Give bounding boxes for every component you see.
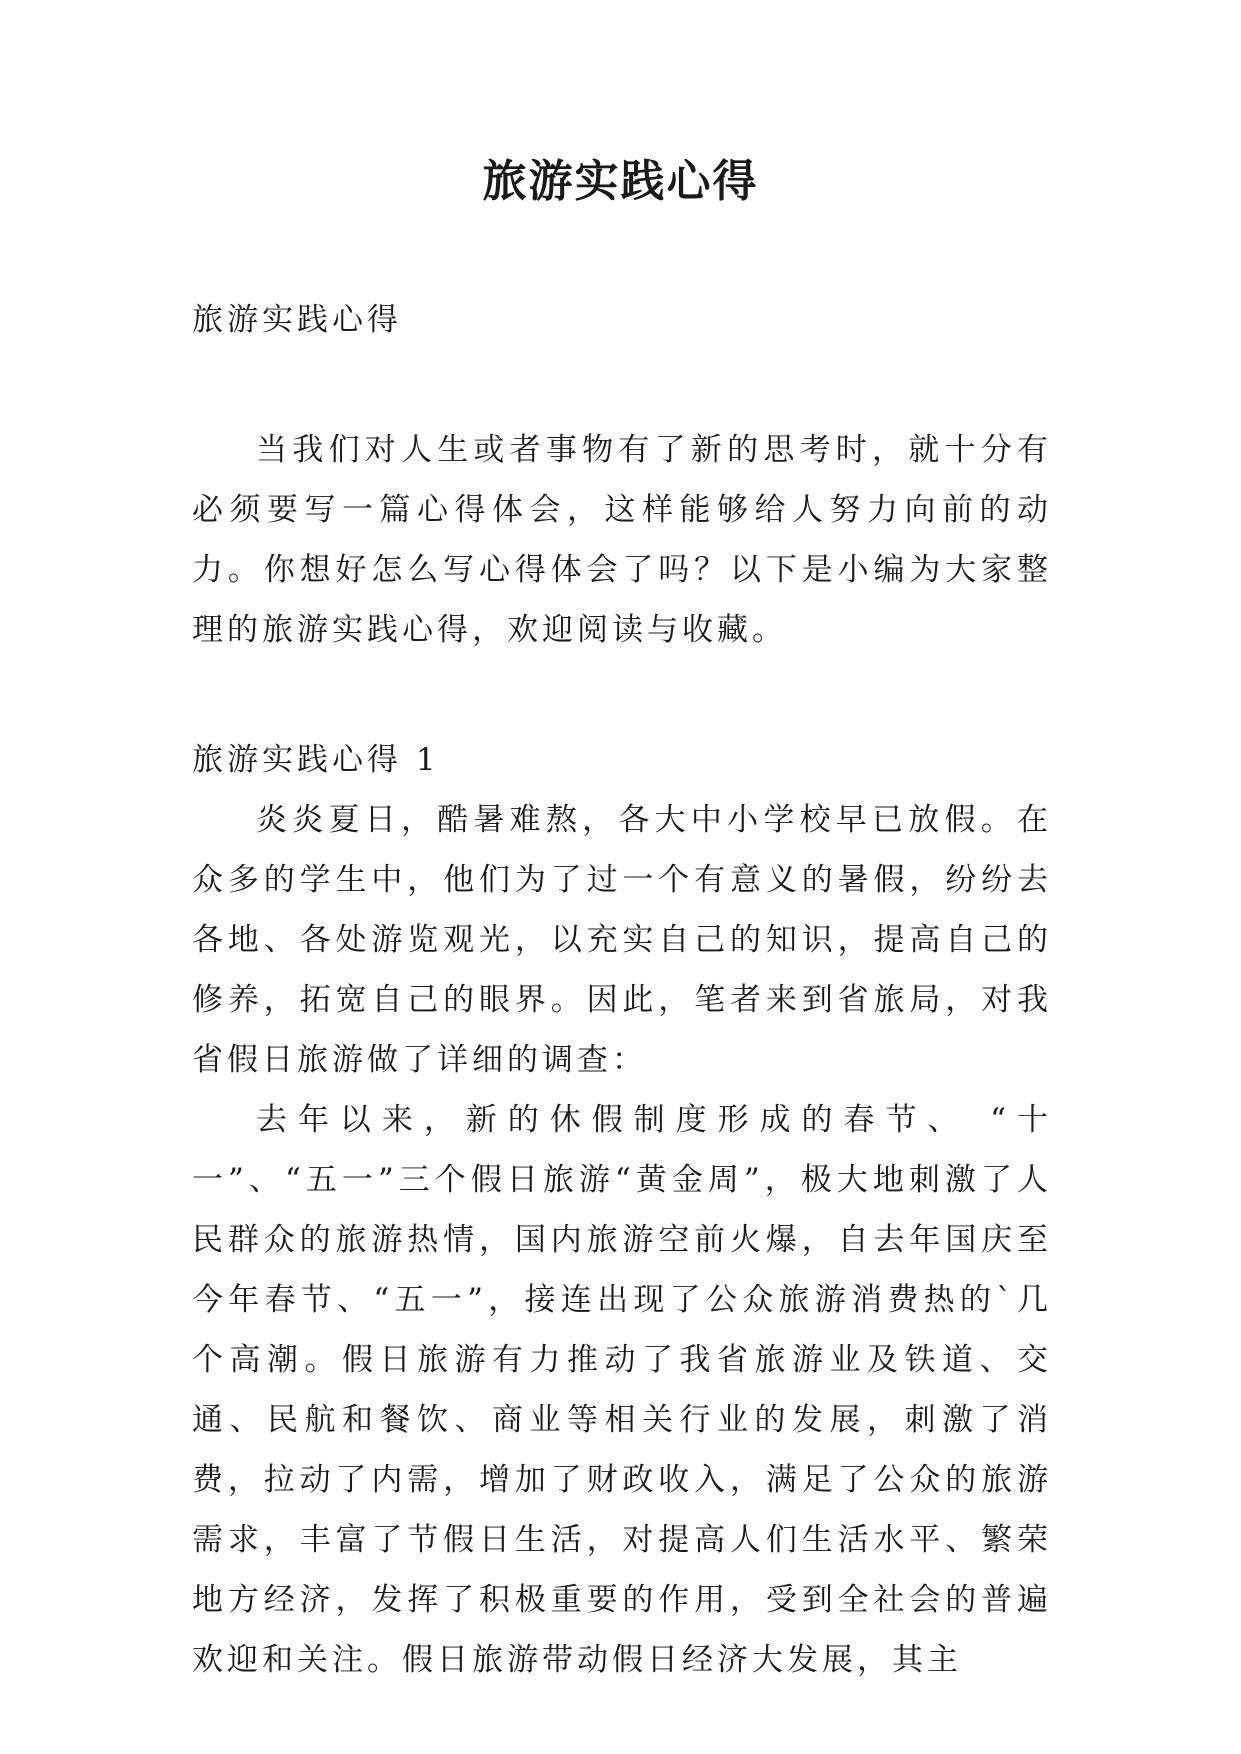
subtitle-line: 旅游实践心得 (192, 302, 402, 338)
document-title: 旅游实践心得 (482, 156, 759, 207)
section-heading: 旅游实践心得 1 (192, 742, 440, 778)
document-body (192, 290, 1052, 1690)
body-paragraph: 去年以来，新的休假制度形成的春节、 “十一”、“五一”三个假日旅游“黄金周”，极大地刺激了人民群众的旅游热情，国内旅游空前火爆，自去年国庆至今年春节、“五一”，接连出现了公众旅游消费热的`几个高潮。假日旅游有力推动了我省旅游业及铁道、交通、民航和餐饮、商业等相关行业的发展，刺激了消费，拉动了内需，增加了财政收入，满足了公众的旅游需求，丰富了节假日生活，对提高人们生活水平、繁荣地方经济，发挥了积极重要的作用，受到全社会的普遍欢迎和关注。假日旅游带动假日经济大发展，其主 (192, 1102, 1052, 1678)
spacer (192, 660, 1052, 730)
body-paragraph: 炎炎夏日，酷暑难熬，各大中小学校早已放假。在众多的学生中，他们为了过一个有意义的暑假，纷纷去各地、各处游览观光，以充实自己的知识，提高自己的修养，拓宽自己的眼界。因此，笔者来到省旅局，对我省假日旅游做了详细的调查： (192, 802, 1052, 1078)
intro-paragraph: 当我们对人生或者事物有了新的思考时，就十分有必须要写一篇心得体会，这样能够给人努力向前的动力。你想好怎么写心得体会了吗？以下是小编为大家整理的旅游实践心得，欢迎阅读与收藏。 (192, 432, 1052, 648)
spacer (192, 350, 1052, 420)
